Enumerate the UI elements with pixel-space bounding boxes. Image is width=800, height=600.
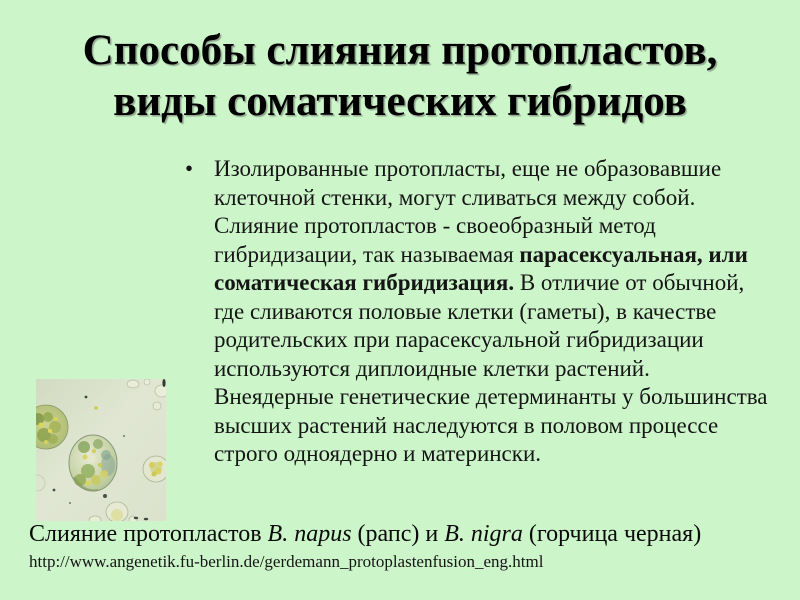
source-url: http://www.angenetik.fu-berlin.de/gerdemann_protoplastenfusion_eng.html [29,552,544,571]
caption [29,519,789,549]
slide-title-line-1: Способы слияния протопластов, [82,27,718,74]
slide-title-line-2: виды соматических гибридов [113,77,687,125]
caption-species-1: B. napus [267,521,352,547]
bullet-text [183,155,769,469]
caption-segment-2: (рапс) и [351,521,445,547]
bullet-item [183,155,769,469]
bullet-text-segment-bold: парасексуальная, или соматическая гибридизация. [214,241,748,295]
caption-species-2: B. nigra [444,521,523,547]
slide-title [0,26,800,127]
bullet-marker: • [185,156,194,181]
bullet-text-segment-before: Изолированные протопласты, еще не образовавшие клеточной стенки, могут сливаться между собой. Слияние протопластов - своеобразный метод гибридизации, так называемая [214,156,722,267]
protoplast-micrograph-image [36,379,166,521]
caption-segment-1: Слияние протопластов [29,521,268,547]
caption-segment-3: (горчица черная) [522,521,702,547]
bullet-text-segment-after: В отличие от обычной, где сливаются половые клетки (гаметы), в качестве родительских при парасексуальной гибридизации используются диплоидные клетки растений. Внеядерные генетические детерминанты у большинства высших растений наследуются в половом процессе строго одноядерно и матерински. [214,270,768,466]
